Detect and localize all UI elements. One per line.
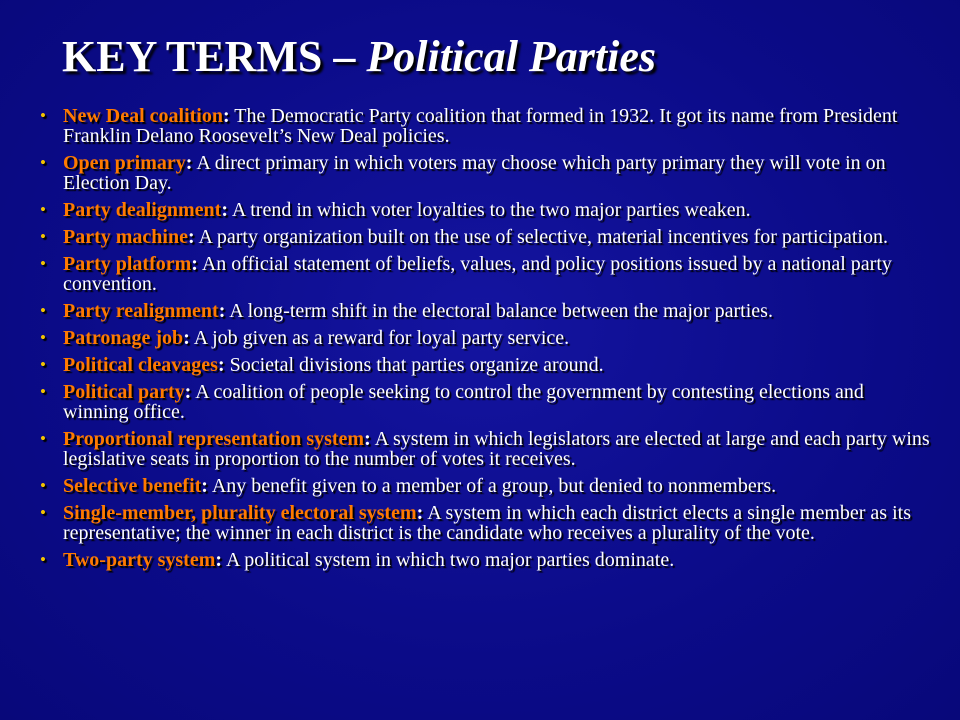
term-name: Political cleavages: [63, 354, 218, 376]
term-separator: :: [215, 549, 223, 571]
term-item: [40, 429, 930, 469]
term-separator: :: [183, 327, 190, 349]
term-separator: :: [191, 253, 198, 275]
term-item: [40, 382, 930, 422]
term-item: [40, 153, 930, 193]
bullet-icon: •: [40, 227, 46, 246]
term-definition: Any benefit given to a member of a group, but denied to nonmembers.: [207, 475, 777, 497]
term-name: Two-party system: [63, 549, 216, 571]
bullet-icon: •: [40, 503, 46, 522]
term-separator: :: [185, 152, 193, 174]
term-item: [40, 106, 930, 146]
term-item: [40, 254, 930, 294]
title-italic: Political Parties: [366, 32, 657, 81]
term-definition: The Democratic Party coalition that formed in 1932. It got its name from President Franklin Delano Roosevelt’s New Deal policies.: [63, 105, 898, 147]
term-definition: A political system in which two major parties dominate.: [222, 549, 675, 571]
term-name: Patronage job: [63, 327, 184, 349]
term-item: [40, 355, 930, 375]
term-item: [40, 550, 930, 570]
bullet-icon: •: [40, 550, 46, 569]
bullet-icon: •: [40, 153, 46, 172]
term-separator: :: [222, 105, 230, 127]
key-terms-list: [40, 106, 930, 577]
term-item: [40, 227, 930, 247]
term-name: New Deal coalition: [63, 105, 223, 127]
term-separator: :: [217, 354, 225, 376]
term-item: [40, 328, 930, 348]
term-name: Party dealignment: [63, 199, 222, 221]
bullet-icon: •: [40, 106, 46, 125]
term-separator: :: [416, 502, 424, 524]
term-name: Selective benefit: [63, 475, 202, 497]
term-item: [40, 503, 930, 543]
term-name: Party machine: [63, 226, 188, 248]
bullet-icon: •: [40, 200, 46, 219]
term-definition: A coalition of people seeking to control the government by contesting elections and winning office.: [63, 381, 864, 423]
term-separator: :: [218, 300, 226, 322]
term-item: [40, 200, 930, 220]
slide-title: [62, 30, 656, 84]
term-name: Party realignment: [63, 300, 219, 322]
term-name: Single-member, plurality electoral system: [63, 502, 417, 524]
bullet-icon: •: [40, 429, 46, 448]
term-name: Open primary: [63, 152, 186, 174]
term-definition: A system in which legislators are elected at large and each party wins legislative seats in proportion to the number of votes it receives.: [63, 428, 930, 470]
term-name: Party platform: [63, 253, 192, 275]
term-item: [40, 476, 930, 496]
title-main: KEY TERMS –: [62, 32, 367, 81]
term-separator: :: [364, 428, 371, 450]
term-separator: :: [187, 226, 195, 248]
term-separator: :: [184, 381, 192, 403]
term-definition: A trend in which voter loyalties to the two major parties weaken.: [227, 199, 751, 221]
term-name: Proportional representation system: [63, 428, 365, 450]
term-definition: A direct primary in which voters may choose which party primary they will vote in on Election Day.: [63, 152, 886, 194]
term-definition: An official statement of beliefs, values, and policy positions issued by a national party convention.: [63, 253, 892, 295]
term-item: [40, 301, 930, 321]
bullet-icon: •: [40, 328, 46, 347]
term-separator: :: [221, 199, 228, 221]
bullet-icon: •: [40, 355, 46, 374]
term-separator: :: [201, 475, 208, 497]
bullet-icon: •: [40, 301, 46, 320]
term-definition: A system in which each district elects a single member as its representative; the winner in each district is the candidate who receives a plurality of the vote.: [63, 502, 911, 544]
bullet-icon: •: [40, 382, 46, 401]
term-definition: A job given as a reward for loyal party service.: [189, 327, 570, 349]
term-definition: A long-term shift in the electoral balance between the major parties.: [225, 300, 773, 322]
term-definition: Societal divisions that parties organize around.: [224, 354, 604, 376]
term-name: Political party: [63, 381, 185, 403]
bullet-icon: •: [40, 254, 46, 273]
term-definition: A party organization built on the use of selective, material incentives for participation.: [194, 226, 888, 248]
bullet-icon: •: [40, 476, 46, 495]
